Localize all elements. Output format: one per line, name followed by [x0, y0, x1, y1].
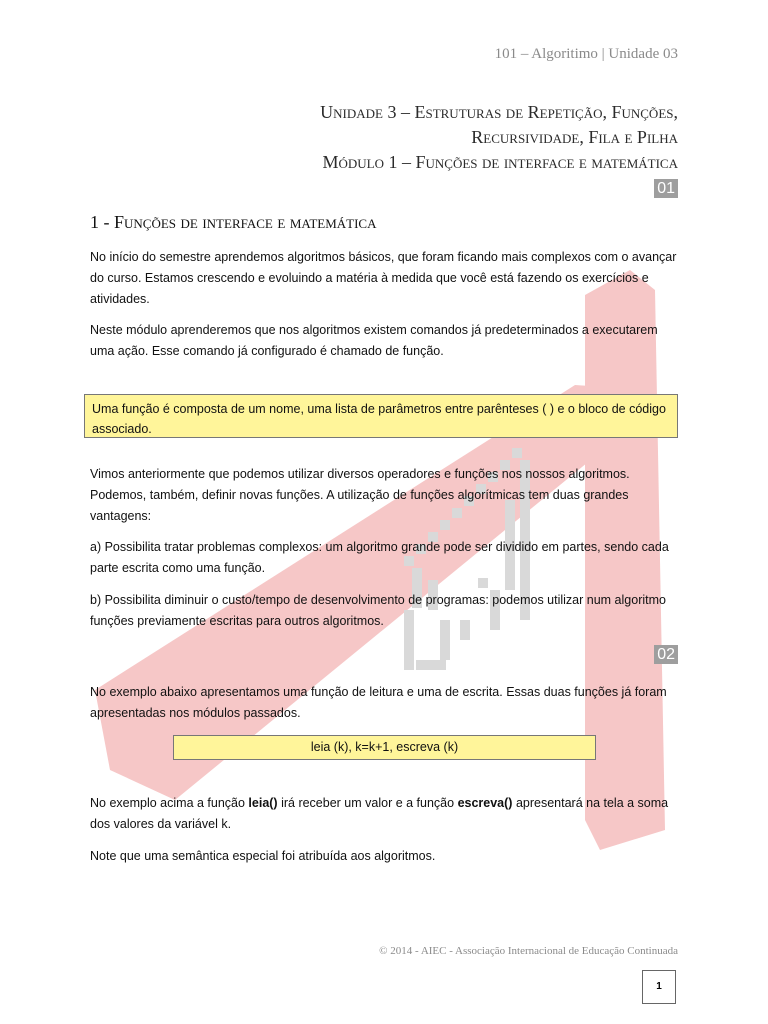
leia-function: leia() — [248, 796, 278, 810]
explain-text-2: irá receber um valor e a função — [277, 796, 458, 810]
code-example: leia (k), k=k+1, escreva (k) — [173, 735, 596, 760]
explain-text-3: apresentará na tela a soma dos valores da variável k. — [90, 796, 669, 831]
running-head: 101 – Algoritimo | Unidade 03 — [494, 46, 678, 62]
explain-text-1: No exemplo acima a função — [90, 796, 249, 810]
page-number: 1 — [642, 970, 676, 1004]
unit-title — [320, 100, 678, 175]
paragraph-note: Note que uma semântica especial foi atribuída aos algoritmos. — [90, 849, 436, 863]
advantage-b: b) Possibilita diminuir o custo/tempo de desenvolvimento de programas: podemos utilizar num algoritmo funções previamente escritas para outros algoritmos. — [90, 593, 666, 628]
paragraph-intro: No início do semestre aprendemos algoritmos básicos, que foram ficando mais complexos com o avançar do curso. Estamos crescendo e evoluindo a matéria à medida que você está fazendo os exercícios e atividades. — [90, 250, 677, 306]
escreva-function: escreva() — [457, 796, 513, 810]
paragraph-module: Neste módulo aprenderemos que nos algoritmos existem comandos já predeterminados a executarem uma ação. Esse comando já configurado é chamado de função. — [90, 323, 658, 358]
footer-copyright: © 2014 - AIEC - Associação Internacional de Educação Continuada — [379, 945, 678, 957]
paragraph-example-explain — [90, 793, 678, 835]
page-section-badge-01: 01 — [654, 179, 678, 198]
definition-callout: Uma função é composta de um nome, uma lista de parâmetros entre parênteses ( ) e o bloco de código associado. — [84, 394, 678, 438]
module-title: Módulo 1 – Funções de interface e matemática — [322, 152, 678, 172]
unit-title-line-1: Unidade 3 – Estruturas de Repetição, Funções, — [320, 102, 678, 122]
paragraph-example-intro: No exemplo abaixo apresentamos uma função de leitura e uma de escrita. Essas duas funções já foram apresentadas nos módulos passados. — [90, 685, 667, 720]
unit-title-line-2: Recursividade, Fila e Pilha — [471, 127, 678, 147]
page-section-badge-02: 02 — [654, 645, 678, 664]
section-heading: 1 - Funções de interface e matemática — [90, 212, 377, 232]
paragraph-advantages: Vimos anteriormente que podemos utilizar diversos operadores e funções nos nossos algoritmos. Podemos, também, definir novas funções. A utilização de funções algorítmicas tem duas grandes vantagens: — [90, 467, 630, 523]
advantage-a: a) Possibilita tratar problemas complexos: um algoritmo grande pode ser dividido em partes, sendo cada parte escrita como uma função. — [90, 540, 669, 575]
